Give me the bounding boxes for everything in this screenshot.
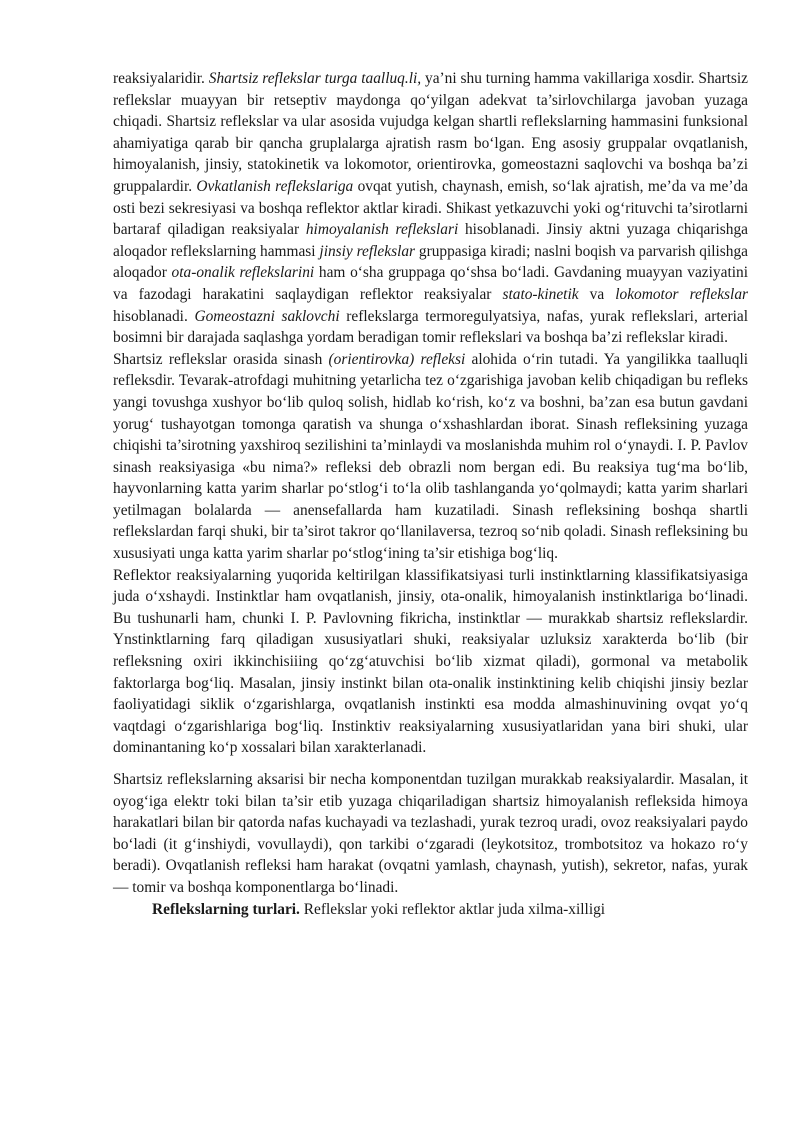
- p2-text-2: alohida o‘rin tutadi. Ya yangilikka taalluqli refleksdir. Tevarak-atrofdagi muhitning yetarlicha tez o‘zgarishiga javoban kelib chiqadigan bu refleks yangi tovushga xushyor bo‘lib quloq solish, hidlab ko‘rish, ko‘z va boshni, ba’zan esa butun gavdani yorug‘ tushayotgan tomonga qaratish va shunga o‘xshashlardan iborat. Sinash refleksining yuzaga chiqishi ta’sirotning yaxshiroq sezilishini ta’minlaydi va moslanishda muhim rol o‘ynaydi. I. P. Pavlov sinash reaksiyasiga «bu nima?» refleksi deb obrazli nom bergan edi. Bu reaksiya tug‘ma bo‘lib, hayvonlarning katta yarim sharlar po‘stlog‘i to‘la olib tashlanganda yo‘qolmaydi; katta yarim sharlari yetilmagan bolalarda — anensefallarda ham kuzatiladi. Sinash refleksining boshqa shartli reflekslardan farqi shuki, bir ta’sirot takror qo‘llanilaversa, tezroq so‘nib qoladi. Sinash refleksining bu xususiyati unga katta yarim sharlar po‘stlog‘ining ta’sir etishiga bog‘liq.: [113, 350, 748, 563]
- paragraph-5: [113, 899, 748, 921]
- paragraph-1: [113, 68, 748, 349]
- p4-text-1: Shartsiz reflekslarning aksarisi bir necha komponentdan tuzilgan murakkab reaksiyalardir. Masalan, it oyog‘iga elektr toki bilan ta’sir etib yuzaga chiqariladigan shartsiz himoyalanish refleksida himoya harakatlari bilan bir qatorda nafas kuchayadi va tezlashadi, yurak tezroq uradi, ovoz reaksiyalari paydo bo‘ladi (it g‘inshiydi, vovullaydi), qon tarkibi o‘zgaradi (leykotsitoz, trombotsitoz va hokazo ro‘y beradi). Ovqatlanish refleksi ham harakat (ovqatni yamlash, chaynash, yutish), sekretor, nafas, yurak — tomir va boshqa komponentlarga bo‘linadi.: [113, 771, 748, 896]
- paragraph-2: [113, 349, 748, 565]
- p1-text-4: hisoblanadi. Jinsiy aktni yuzaga chiqarishga aloqador reflekslarning hammasi: [113, 221, 748, 260]
- p2-term-orientirovka: (orientirovka) refleksi: [328, 350, 466, 368]
- paragraph-4: [113, 769, 748, 899]
- p1-term-stato-kinetik: stato-kinetik: [502, 285, 579, 303]
- p1-text-5: gruppasiga kiradi; naslni boqish va parvarish qilishga aloqador: [113, 242, 749, 282]
- p1-term-gomeostaz: Gomeostazni saklovchi: [194, 307, 340, 325]
- p1-text-6: ham o‘sha gruppaga qo‘shsa bo‘ladi. Gavdaning muayyan vaziyatini va fazodagi harakatini saqlaydigan reflektor reaksiyalar: [113, 264, 748, 303]
- p5-text-1: Reflekslar yoki reflektor aktlar juda xilma-xilligi: [299, 900, 606, 918]
- section-heading-reflekslarning-turlari: Reflekslarning turlari.: [152, 900, 300, 918]
- paragraph-3: [113, 565, 748, 759]
- p1-text-8: hisoblanadi.: [113, 307, 195, 325]
- p2-text-1: Shartsiz reflekslar orasida sinash: [113, 350, 329, 368]
- p1-text-2: ya’ni shu turning hamma vakillariga xosdir. Shartsiz reflekslar muayyan bir retseptiv maydonga qo‘yilgan adekvat ta’sirlovchilarga javoban yuzaga chiqadi. Shartsiz reflekslar va ular asosida vujudga kelgan shartli reflekslarning hammasini funksional ahamiyatiga qarab bir qancha gruplalarga ajratish rasm bo‘lgan. Eng asosiy gruppalar ovqatlanish, himoyalanish, jinsiy, statokinetik va lokomotor, orientirovka, gomeostazni saqlovchi va boshqa ba’zi gruppalardir.: [113, 70, 749, 195]
- p3-text-1: Reflektor reaksiyalarning yuqorida keltirilgan klassifikatsiyasi turli instinktlarning klassifikatsiyasiga juda o‘xshaydi. Instinktlar ham ovqatlanish, jinsiy, ota-onalik, himoyalanish instinktlariga bo‘linadi. Bu tushunarli ham, chunki I. P. Pavlovning fikricha, instinktlar — murakkab shartsiz reflekslardir. Ynstinktlarning farq qiladigan xususiyatlari shuki, reaksiyalar uzluksiz xarakterda bo‘lib (bir refleksning oxiri ikkinchisiiing qo‘zg‘atuvchisi bo‘lib xizmat qiladi), gormonal va metabolik faktorlarga bog‘liq. Masalan, jinsiy instinkt bilan ota-onalik instinktining kelib chiqishi jinsiy bezlar faoliyatidagi siklik o‘zgarishlarga, ovqatlanish instinkti esa modda almashinuvining ovqat yo‘q vaqtdagi o‘zgarishlariga bog‘liq. Instinktiv reaksiyalarning xususiyatlaridan yana biri shuki, ular dominantaning ko‘p xossalari bilan xarakterlanadi.: [113, 566, 748, 757]
- p1-term-jinsiy: jinsiy reflekslar: [319, 242, 416, 260]
- p1-term-ota-onalik: ota-onalik reflekslarini: [171, 264, 315, 282]
- p1-text-1: reaksiyalaridir.: [113, 70, 209, 87]
- p1-term-ovkatlanish: Ovkatlanish reflekslariga: [196, 177, 354, 195]
- p1-text-7: va: [578, 285, 616, 303]
- p1-term-lokomotor: lokomotor reflekslar: [615, 285, 749, 303]
- p1-term-shartsiz: Shartsiz reflekslar turga taalluq.li,: [208, 70, 422, 87]
- p1-text-9: reflekslarga termoregulyatsiya, nafas, yurak reflekslari, arterial bosimni bir darajada saqlashga yordam beradigan tomir reflekslari va boshqa ba’zi reflekslar kiradi.: [113, 307, 749, 347]
- p1-term-himoyalanish: himoyalanish reflekslari: [305, 221, 459, 239]
- p1-text-3: ovqat yutish, chaynash, emish, so‘lak ajratish, me’da va me’da osti bezi sekresiyasi va boshqa reflektor aktlar kiradi. Shikast yetkazuvchi yoki og‘rituvchi ta’sirotlarni bartaraf qiladigan reaksiyalar: [113, 177, 748, 239]
